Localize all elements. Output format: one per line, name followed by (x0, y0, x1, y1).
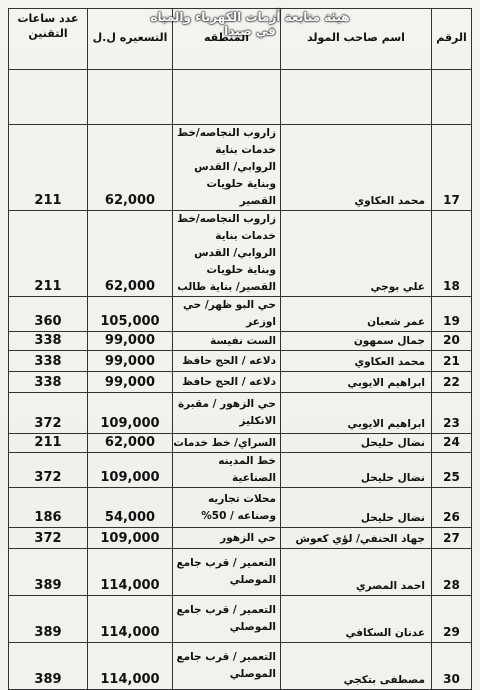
header-area: المنطقه (173, 9, 281, 70)
cell-area: السراي/ خط خدمات (173, 434, 281, 453)
header-owner-name: اسم صاحب المولد (281, 9, 432, 70)
cell-number: 30 (432, 643, 472, 690)
cell-price: 99,000 (88, 351, 173, 372)
cell-area: حي الزهور (173, 528, 281, 549)
table-row (9, 528, 472, 549)
table-row (9, 332, 472, 351)
cell-outage-hours (9, 70, 88, 125)
cell-owner-name: نضال حليحل (281, 453, 432, 488)
cell-outage-hours: 372 (9, 393, 88, 434)
cell-price: 62,000 (88, 434, 173, 453)
cell-outage-hours: 338 (9, 372, 88, 393)
table-row (9, 596, 472, 643)
cell-price: 54,000 (88, 488, 173, 528)
cell-number: 25 (432, 453, 472, 488)
table-row (9, 351, 472, 372)
cell-price (88, 70, 173, 125)
cell-outage-hours: 211 (9, 125, 88, 211)
cell-price: 99,000 (88, 372, 173, 393)
cell-owner-name: عدنان السكافي (281, 596, 432, 643)
cell-area (173, 70, 281, 125)
cell-area: خط المدينه الصناعية (173, 453, 281, 488)
cell-owner-name: محمد العكاوي (281, 351, 432, 372)
table-row (9, 211, 472, 297)
cell-owner-name: جهاد الحنفي/ لؤي كعوش (281, 528, 432, 549)
cell-owner-name (281, 70, 432, 125)
cell-number: 22 (432, 372, 472, 393)
cell-price: 62,000 (88, 125, 173, 211)
table-row (9, 125, 472, 211)
table-row (9, 643, 472, 690)
cell-outage-hours: 389 (9, 549, 88, 596)
table-row (9, 453, 472, 488)
cell-price: 114,000 (88, 549, 173, 596)
cell-outage-hours: 372 (9, 453, 88, 488)
cell-area: التعمير / قرب جامع الموصلي (173, 596, 281, 643)
cell-number: 23 (432, 393, 472, 434)
cell-area: دلاعه / الحج حافظ (173, 351, 281, 372)
table-row (9, 297, 472, 332)
table-row-faded (9, 70, 472, 125)
table-row (9, 434, 472, 453)
cell-owner-name: ابراهيم الايوبي (281, 372, 432, 393)
cell-area: الست نفيسة (173, 332, 281, 351)
cell-number (432, 70, 472, 125)
cell-owner-name: مصطفى بتكجي (281, 643, 432, 690)
cell-price: 105,000 (88, 297, 173, 332)
cell-owner-name: احمد المصري (281, 549, 432, 596)
cell-outage-hours: 211 (9, 211, 88, 297)
cell-outage-hours: 360 (9, 297, 88, 332)
cell-area: التعمير / قرب جامع الموصلي (173, 549, 281, 596)
cell-number: 29 (432, 596, 472, 643)
cell-price: 109,000 (88, 453, 173, 488)
cell-price: 114,000 (88, 643, 173, 690)
cell-number: 24 (432, 434, 472, 453)
table-row (9, 488, 472, 528)
cell-area: دلاعه / الحج حافظ (173, 372, 281, 393)
table-body (9, 70, 472, 690)
cell-number: 28 (432, 549, 472, 596)
cell-area: زاروب النجاصه/خط خدمات بناية الروابي/ القدس وبناية حلويات القصير/ بناية طالب (173, 211, 281, 297)
cell-number: 27 (432, 528, 472, 549)
cell-outage-hours: 338 (9, 332, 88, 351)
generator-pricing-table (8, 8, 472, 690)
cell-number: 19 (432, 297, 472, 332)
cell-owner-name: محمد العكاوي (281, 125, 432, 211)
cell-owner-name: نضال حليحل (281, 488, 432, 528)
cell-area: زاروب النجاصه/خط خدمات بناية الروابي/ القدس وبناية حلويات القصير (173, 125, 281, 211)
cell-area: حي البو ظهر/ حي اوزعر (173, 297, 281, 332)
cell-number: 18 (432, 211, 472, 297)
table-row (9, 372, 472, 393)
table-row (9, 393, 472, 434)
cell-price: 114,000 (88, 596, 173, 643)
cell-price: 62,000 (88, 211, 173, 297)
cell-outage-hours: 186 (9, 488, 88, 528)
cell-area: التعمير / قرب جامع الموصلي (173, 643, 281, 690)
cell-number: 21 (432, 351, 472, 372)
cell-outage-hours: 389 (9, 596, 88, 643)
header-number: الرقم (432, 9, 472, 70)
header-outage-hours: عدد ساعات التقنين (9, 9, 88, 70)
cell-outage-hours: 372 (9, 528, 88, 549)
header-price: التسعيره ل.ل (88, 9, 173, 70)
cell-number: 26 (432, 488, 472, 528)
cell-owner-name: عمر شعبان (281, 297, 432, 332)
cell-area: محلات تجاريه وصناعه / 50% (173, 488, 281, 528)
cell-number: 17 (432, 125, 472, 211)
cell-owner-name: نضال حليحل (281, 434, 432, 453)
cell-price: 109,000 (88, 528, 173, 549)
cell-price: 99,000 (88, 332, 173, 351)
cell-outage-hours: 211 (9, 434, 88, 453)
watermark-text: هيئة متابعة أزمات الكهرباء والمياه في صيدا (150, 10, 350, 38)
cell-owner-name: جمال سمهون (281, 332, 432, 351)
cell-area: حي الزهور / مقبرة الانكليز (173, 393, 281, 434)
cell-outage-hours: 338 (9, 351, 88, 372)
cell-owner-name: علي بوجي (281, 211, 432, 297)
cell-number: 20 (432, 332, 472, 351)
cell-owner-name: ابراهيم الايوبي (281, 393, 432, 434)
cell-outage-hours: 389 (9, 643, 88, 690)
table-row (9, 549, 472, 596)
cell-price: 109,000 (88, 393, 173, 434)
